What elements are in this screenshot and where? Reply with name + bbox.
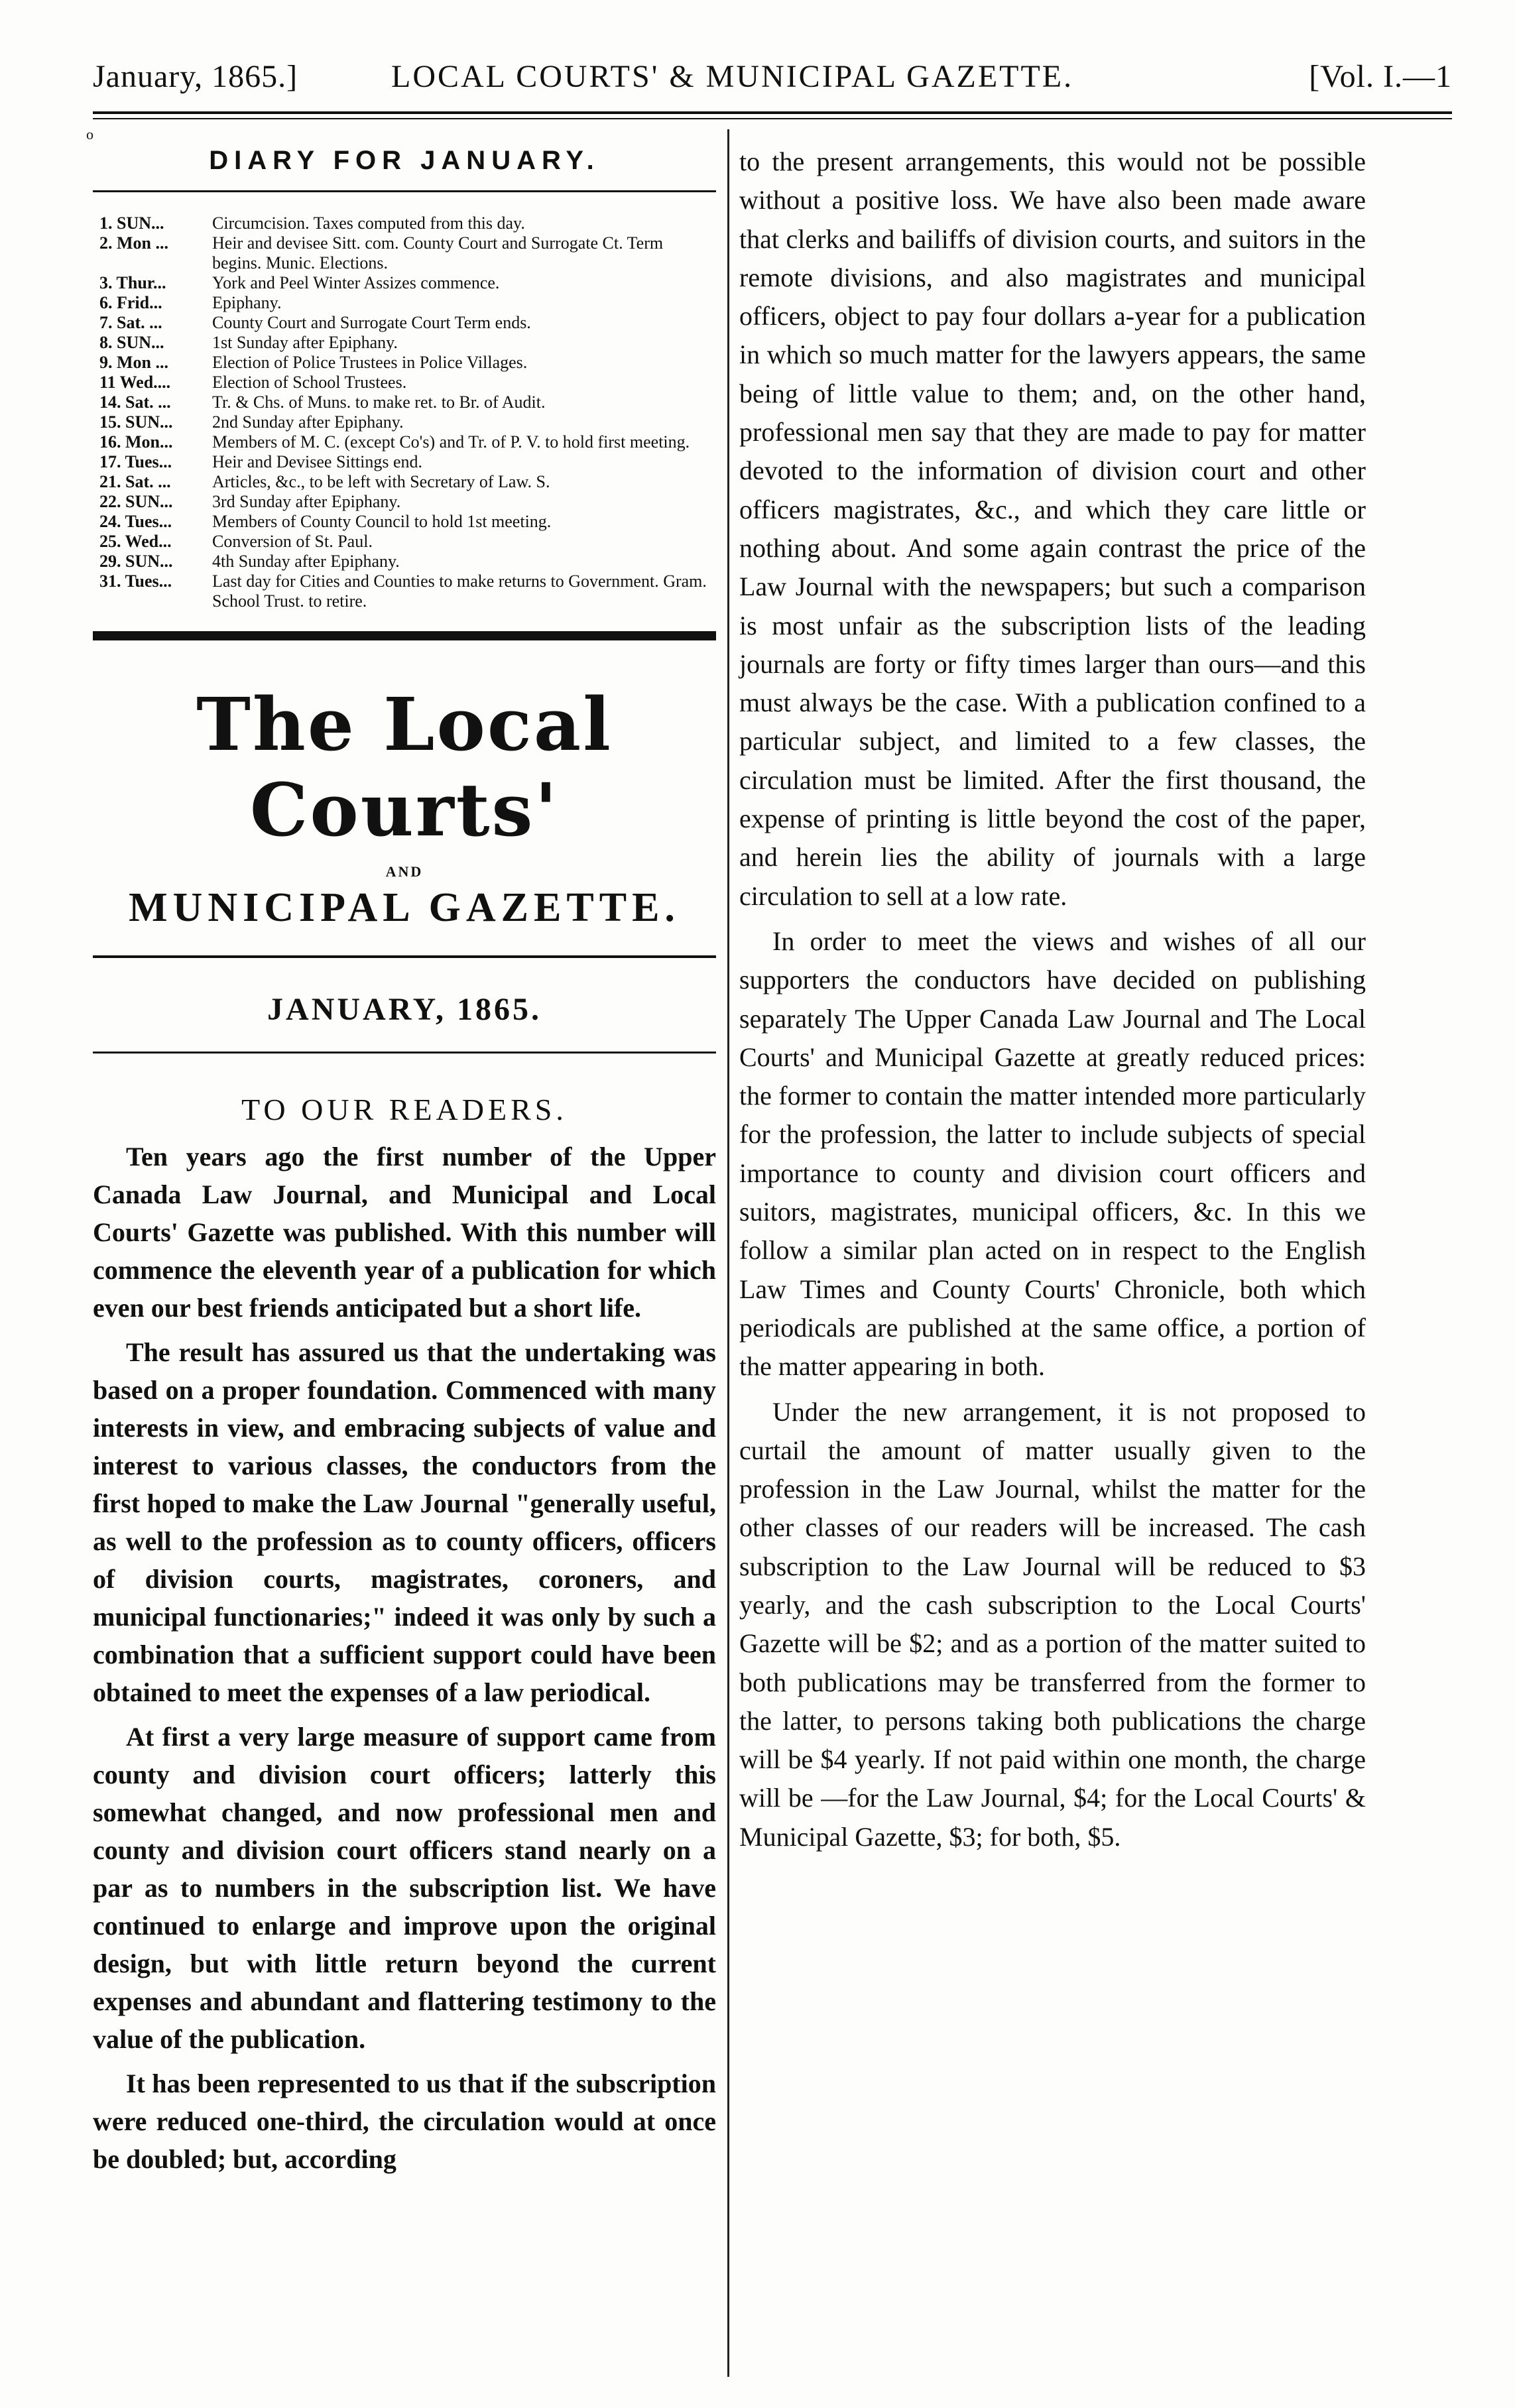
diary-day: 16. Mon... [99, 432, 173, 452]
diary-day: 8. SUN... [99, 333, 164, 352]
column-divider [727, 129, 729, 2377]
diary-entry [99, 392, 709, 412]
article-paragraph: In order to meet the views and wishes of all our supporters the conductors have decided on publishing separately The Upper Canada Law Journal and The Local Courts' and Municipal Gazette at greatly reduced prices: the former to contain the matter intended more particularly for the profession, the latter to include subjects of special importance to county and division court officers and suitors, magistrates, municipal officers, &c. In this we follow a similar plan acted on in respect to the English Law Times and County Courts' Chronicle, both which periodicals are published at the same office, a portion of the matter appearing in both. [739, 926, 1366, 1382]
header-title: LOCAL COURTS' & MUNICIPAL GAZETTE. [391, 59, 1074, 94]
diary-day: 24. Tues... [99, 512, 172, 531]
masthead-title: The Local Courts' [196, 682, 613, 853]
diary-entry [99, 273, 709, 293]
diary-day: 9. Mon ... [99, 353, 168, 372]
diary-day: 15. SUN... [99, 412, 173, 432]
article-paragraph: to the present arrangements, this would not be possible without a positive loss. We have also been made aware that clerks and bailiffs of division courts, and suitors in the remote divisions, and also magistrates and municipal officers, object to pay four dollars a-year for a publication in which so much matter for the lawyers appears, the same being of little value to them; and, on the other hand, professional men say that they are made to pay for matter devoted to the information of division court and other officers magistrates, &c., and which they care little or nothing about. And some again contrast the price of the Law Journal with the newspapers; but such a comparison is most unfair as the subscription lists of the leading journals are forty or fifty times larger than ours—and this must always be the case. With a publication confined to a particular subject, and limited to a few classes, the circulation must be limited. After the first thousand, the expense of printing is little beyond the cost of the paper, and herein lies the ability of journals with a large circulation to sell at a low rate. [739, 147, 1366, 911]
diary-day: 14. Sat. ... [99, 392, 171, 412]
diary-day: 29. SUN... [99, 552, 173, 571]
masthead-and: AND [385, 863, 424, 880]
diary-day: 21. Sat. ... [99, 472, 171, 491]
masthead-rule [93, 955, 716, 958]
diary-entry [99, 472, 709, 492]
diary-day: 25. Wed... [99, 532, 172, 551]
diary-entry [99, 293, 709, 313]
diary-day: 6. Frid... [99, 293, 162, 312]
diary-entry [99, 432, 709, 452]
diary-event: 1st Sunday after Epiphany. [212, 333, 398, 352]
diary-entry [99, 353, 709, 373]
article-right-body [739, 143, 1366, 1856]
diary-entry [99, 552, 709, 572]
article-paragraph: Ten years ago the first number of the Upper Canada Law Journal, and Municipal and Local Courts' Gazette was published. With this number will commence the eleventh year of a publication for which even our best friends anticipated but a short life. [93, 1142, 716, 1323]
diary-day: 3. Thur... [99, 273, 166, 292]
diary-bottom-rule-thick [93, 631, 716, 640]
diary-event: Members of County Council to hold 1st meeting. [212, 512, 552, 531]
diary-entry [99, 213, 709, 233]
header-rule-thin [93, 118, 1452, 119]
diary-event: Circumcision. Taxes computed from this day. [212, 213, 525, 233]
issue-date-rule [93, 1052, 716, 1054]
article-left-body [93, 1138, 716, 2178]
diary-day: 31. Tues... [99, 572, 172, 591]
diary-list [93, 213, 716, 611]
article-paragraph: The result has assured us that the undertaking was based on a proper foundation. Commenced with many interests in view, and embracing subjects of value and interest to various classes, the conductors from the first hoped to make the Law Journal "generally useful, as well to the profession as to county officers, officers of division courts, magistrates, coroners, and municipal functionaries;" indeed it was only by such a combination that a sufficient support could have been obtained to meet the expenses of a law periodical. [93, 1337, 716, 1707]
right-column [739, 143, 1366, 1863]
diary-day: 7. Sat. ... [99, 313, 162, 332]
running-header [93, 52, 1452, 105]
header-volume: [Vol. I.—1 [1309, 59, 1452, 94]
article-paragraph: At first a very large measure of support came from county and division court officers; latterly this somewhat changed, and now professional men and county and division court officers stand nearly on a par as to numbers in the subscription list. We have continued to enlarge and improve upon the original design, but with little return beyond the current expenses and abundant and flattering testimony to the value of the publication. [93, 1722, 716, 2054]
diary-event: Last day for Cities and Counties to make returns to Government. Gram. School Trust. to retire. [212, 572, 707, 611]
diary-day: 17. Tues... [99, 452, 172, 471]
diary-entry [99, 452, 709, 472]
diary-event: 4th Sunday after Epiphany. [212, 552, 400, 571]
diary-event: Heir and devisee Sitt. com. County Court and Surrogate Ct. Term begins. Munic. Elections. [212, 233, 664, 272]
diary-day: 1. SUN... [99, 213, 164, 233]
diary-entry [99, 412, 709, 432]
diary-event: Conversion of St. Paul. [212, 532, 373, 551]
masthead-subtitle: MUNICIPAL GAZETTE. [129, 885, 680, 930]
diary-event: York and Peel Winter Assizes commence. [212, 273, 500, 292]
diary-entry [99, 512, 709, 532]
diary-entry [99, 233, 709, 273]
diary-entry [99, 492, 709, 512]
article-heading: TO OUR READERS. [241, 1093, 568, 1126]
diary-title: DIARY FOR JANUARY. [209, 146, 600, 175]
diary-entry [99, 333, 709, 353]
diary-event: Tr. & Chs. of Muns. to make ret. to Br. of Audit. [212, 392, 546, 412]
diary-event: 2nd Sunday after Epiphany. [212, 412, 404, 432]
header-date: January, 1865.] [93, 59, 298, 94]
diary-entry [99, 313, 709, 333]
left-column [93, 139, 716, 2185]
header-rule-thick [93, 111, 1452, 114]
diary-event: Heir and Devisee Sittings end. [212, 452, 422, 471]
diary-event: 3rd Sunday after Epiphany. [212, 492, 401, 511]
diary-entry [99, 373, 709, 392]
diary-event: Epiphany. [212, 293, 282, 312]
issue-date: JANUARY, 1865. [267, 992, 542, 1027]
diary-entry [99, 532, 709, 552]
article-paragraph: Under the new arrangement, it is not proposed to curtail the amount of matter usually given to the profession in the Law Journal, whilst the matter for the other classes of our readers will be increased. The cash subscription to the Law Journal will be reduced to $3 yearly, and the cash subscription to the Local Courts' Gazette will be $2; and as a portion of the matter suited to both publications may be transferred from the former to the latter, to persons taking both publications the charge will be $4 yearly. If not paid within one month, the charge will be —for the Law Journal, $4; for the Local Courts' & Municipal Gazette, $3; for both, $5. [739, 1396, 1366, 1852]
diary-title-rule [93, 190, 716, 192]
article-paragraph: It has been represented to us that if the subscription were reduced one-third, the circulation would at once be doubled; but, according [93, 2069, 716, 2174]
diary-event: Election of School Trustees. [212, 373, 407, 392]
diary-entry [99, 572, 709, 611]
diary-day: 11 Wed.... [99, 373, 171, 392]
diary-day: 22. SUN... [99, 492, 173, 511]
corner-mark: o [86, 126, 93, 143]
diary-event: Election of Police Trustees in Police Villages. [212, 353, 528, 372]
diary-event: Articles, &c., to be left with Secretary of Law. S. [212, 472, 550, 491]
diary-day: 2. Mon ... [99, 233, 168, 253]
diary-event: Members of M. C. (except Co's) and Tr. of P. V. to hold first meeting. [212, 432, 690, 452]
diary-event: County Court and Surrogate Court Term ends. [212, 313, 531, 332]
